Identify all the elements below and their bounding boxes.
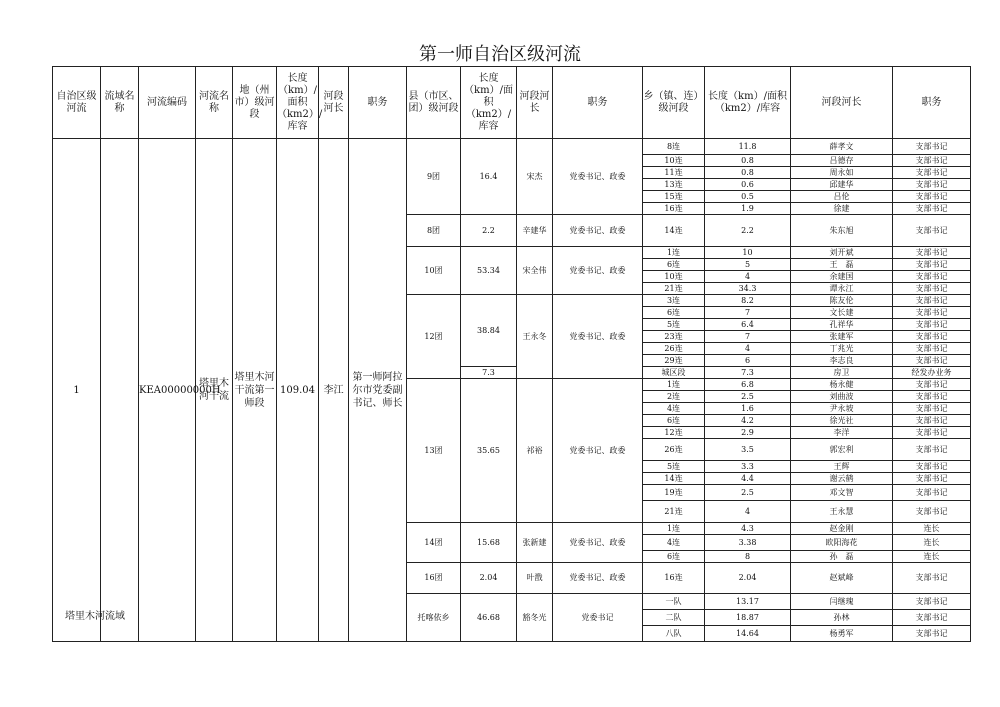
town-length: 8.2: [705, 295, 791, 307]
town-name: 8连: [643, 139, 705, 155]
county-length: 16.4: [461, 139, 517, 215]
town-length: 4: [705, 271, 791, 283]
town-role: 连长: [893, 551, 971, 563]
town-length: 4.4: [705, 473, 791, 485]
town-length: 4.3: [705, 523, 791, 535]
town-name: 1连: [643, 379, 705, 391]
town-chief: 杨勇军: [791, 626, 893, 642]
town-name: 13连: [643, 179, 705, 191]
town-role: 支部书记: [893, 319, 971, 331]
town-chief: 房卫: [791, 367, 893, 379]
town-chief: 薛孝文: [791, 139, 893, 155]
town-chief: 孔祥华: [791, 319, 893, 331]
town-length: 2.9: [705, 427, 791, 439]
header-cell: 长度（km）/面积（km2）/库容: [277, 67, 319, 139]
town-length: 2.2: [705, 215, 791, 247]
town-role: 支部书记: [893, 331, 971, 343]
town-length: 0.5: [705, 191, 791, 203]
town-role: 经发办业务: [893, 367, 971, 379]
town-name: 2连: [643, 391, 705, 403]
county-role: 党委书记、政委: [553, 295, 643, 379]
town-chief: 徐光社: [791, 415, 893, 427]
county-chief: 宋杰: [517, 139, 553, 215]
town-chief: 郭宏利: [791, 439, 893, 461]
town-name: 一队: [643, 594, 705, 610]
town-length: 13.17: [705, 594, 791, 610]
header-cell: 职务: [893, 67, 971, 139]
town-chief: 刘开斌: [791, 247, 893, 259]
town-chief: 余建国: [791, 271, 893, 283]
town-role: 支部书记: [893, 439, 971, 461]
town-chief: 杨永健: [791, 379, 893, 391]
town-length: 34.3: [705, 283, 791, 295]
town-chief: 李洋: [791, 427, 893, 439]
header-cell: 长度（km）/面积（km2）/库容: [705, 67, 791, 139]
town-name: 5连: [643, 461, 705, 473]
county-role: 党委书记: [553, 594, 643, 642]
town-length: 7: [705, 331, 791, 343]
town-role: 支部书记: [893, 594, 971, 610]
town-name: 23连: [643, 331, 705, 343]
town-role: 支部书记: [893, 155, 971, 167]
county-chief: 宋全伟: [517, 247, 553, 295]
header-cell: 河段河长: [319, 67, 349, 139]
town-length: 4.2: [705, 415, 791, 427]
basin-cell: [101, 139, 139, 642]
town-role: 支部书记: [893, 139, 971, 155]
town-chief: 张建军: [791, 331, 893, 343]
town-chief: 赵斌峰: [791, 563, 893, 594]
header-cell: 河流编码: [139, 67, 196, 139]
header-cell: 县（市区、团）级河段: [407, 67, 461, 139]
town-chief: 尹永坡: [791, 403, 893, 415]
town-role: 连长: [893, 535, 971, 551]
town-name: 12连: [643, 427, 705, 439]
town-name: 二队: [643, 610, 705, 626]
county-role: 党委书记、政委: [553, 215, 643, 247]
county-length: 2.2: [461, 215, 517, 247]
header-cell: 河段河长: [517, 67, 553, 139]
town-length: 6.4: [705, 319, 791, 331]
town-role: 支部书记: [893, 427, 971, 439]
page-title: 第一师自治区级河流: [419, 44, 581, 65]
town-length: 4: [705, 501, 791, 523]
town-name: 21连: [643, 283, 705, 295]
county-length: 15.68: [461, 523, 517, 563]
prefecture-segment: 塔里木河干流第一师段: [233, 139, 277, 642]
town-chief: 王 磊: [791, 259, 893, 271]
river-chief-role: 第一师阿拉尔市党委副书记、师长: [349, 139, 407, 642]
town-length: 2.04: [705, 563, 791, 594]
town-chief: 赵金刚: [791, 523, 893, 535]
town-name: 15连: [643, 191, 705, 203]
town-length: 8: [705, 551, 791, 563]
town-name: 城区段: [643, 367, 705, 379]
town-length: 7.3: [705, 367, 791, 379]
town-chief: 孙 磊: [791, 551, 893, 563]
town-role: 支部书记: [893, 283, 971, 295]
header-cell: 职务: [553, 67, 643, 139]
town-role: 支部书记: [893, 215, 971, 247]
header-cell: 流域名称: [101, 67, 139, 139]
town-role: 支部书记: [893, 391, 971, 403]
town-name: 4连: [643, 535, 705, 551]
town-length: 5: [705, 259, 791, 271]
town-chief: 李志良: [791, 355, 893, 367]
header-cell: 职务: [349, 67, 407, 139]
town-role: 支部书记: [893, 247, 971, 259]
header-row: [53, 67, 971, 139]
header-cell: 地（州市）级河段: [233, 67, 277, 139]
town-role: 支部书记: [893, 203, 971, 215]
town-chief: 吕伦: [791, 191, 893, 203]
town-name: 21连: [643, 501, 705, 523]
town-name: 14连: [643, 473, 705, 485]
county-name: 10团: [407, 247, 461, 295]
town-role: 支部书记: [893, 473, 971, 485]
town-length: 3.3: [705, 461, 791, 473]
town-role: 支部书记: [893, 191, 971, 203]
town-role: 支部书记: [893, 415, 971, 427]
county-length: 53.34: [461, 247, 517, 295]
town-length: 14.64: [705, 626, 791, 642]
header-cell: 乡（镇、连）级河段: [643, 67, 705, 139]
county-chief: 辛建华: [517, 215, 553, 247]
town-length: 0.8: [705, 167, 791, 179]
town-length: 0.8: [705, 155, 791, 167]
town-name: 八队: [643, 626, 705, 642]
town-role: 支部书记: [893, 307, 971, 319]
county-length-urban: 7.3: [461, 367, 517, 379]
town-name: 11连: [643, 167, 705, 179]
county-length: 35.65: [461, 379, 517, 523]
county-length: 46.68: [461, 594, 517, 642]
town-role: 支部书记: [893, 179, 971, 191]
town-role: 支部书记: [893, 563, 971, 594]
town-chief: 谭永江: [791, 283, 893, 295]
town-chief: 吕德存: [791, 155, 893, 167]
town-role: 支部书记: [893, 626, 971, 642]
town-length: 1.6: [705, 403, 791, 415]
town-name: 19连: [643, 485, 705, 501]
town-length: 7: [705, 307, 791, 319]
town-chief: 朱东旭: [791, 215, 893, 247]
town-role: 支部书记: [893, 501, 971, 523]
town-length: 4: [705, 343, 791, 355]
county-name: 13团: [407, 379, 461, 523]
county-chief: 叶戬: [517, 563, 553, 594]
county-role: 党委书记、政委: [553, 379, 643, 523]
town-chief: 王永慧: [791, 501, 893, 523]
town-length: 6.8: [705, 379, 791, 391]
town-name: 10连: [643, 271, 705, 283]
town-length: 10: [705, 247, 791, 259]
river-chief: 李江: [319, 139, 349, 642]
river-table: [52, 66, 971, 642]
county-chief: 祁裕: [517, 379, 553, 523]
town-name: 26连: [643, 343, 705, 355]
town-length: 3.5: [705, 439, 791, 461]
town-name: 16连: [643, 563, 705, 594]
town-role: 支部书记: [893, 461, 971, 473]
town-chief: 文长建: [791, 307, 893, 319]
town-chief: 邱建华: [791, 179, 893, 191]
town-chief: 王辉: [791, 461, 893, 473]
town-chief: 孙林: [791, 610, 893, 626]
town-name: 10连: [643, 155, 705, 167]
town-length: 2.5: [705, 391, 791, 403]
county-role: 党委书记、政委: [553, 247, 643, 295]
town-length: 2.5: [705, 485, 791, 501]
town-chief: 闫继瑰: [791, 594, 893, 610]
town-name: 1连: [643, 247, 705, 259]
town-name: 16连: [643, 203, 705, 215]
town-length: 11.8: [705, 139, 791, 155]
header-cell: 河段河长: [791, 67, 893, 139]
town-role: 支部书记: [893, 167, 971, 179]
header-cell: 长度（km）/面积（km2）/库容: [461, 67, 517, 139]
town-name: 6连: [643, 551, 705, 563]
county-length: 2.04: [461, 563, 517, 594]
town-chief: 刘曲波: [791, 391, 893, 403]
header-cell: 自治区级河流: [53, 67, 101, 139]
town-name: 1连: [643, 523, 705, 535]
town-name: 3连: [643, 295, 705, 307]
county-role: 党委书记、政委: [553, 523, 643, 563]
town-role: 支部书记: [893, 343, 971, 355]
town-chief: 徐建: [791, 203, 893, 215]
town-chief: 周永如: [791, 167, 893, 179]
county-name: 14团: [407, 523, 461, 563]
river-code: KEA00000000H: [139, 139, 196, 642]
county-chief: 王永冬: [517, 295, 553, 379]
town-length: 6: [705, 355, 791, 367]
county-name: 托喀依乡: [407, 594, 461, 642]
town-role: 支部书记: [893, 355, 971, 367]
county-chief: 豁冬光: [517, 594, 553, 642]
town-chief: 陈友伦: [791, 295, 893, 307]
town-name: 14连: [643, 215, 705, 247]
town-length: 0.6: [705, 179, 791, 191]
county-name: 9团: [407, 139, 461, 215]
county-name: 16团: [407, 563, 461, 594]
town-chief: 邓文智: [791, 485, 893, 501]
county-name: 12团: [407, 295, 461, 379]
county-chief: 张新建: [517, 523, 553, 563]
town-name: 5连: [643, 319, 705, 331]
town-length: 18.87: [705, 610, 791, 626]
county-role: 党委书记、政委: [553, 563, 643, 594]
town-name: 4连: [643, 403, 705, 415]
basin-name: 塔里木河流域: [65, 611, 125, 622]
town-name: 26连: [643, 439, 705, 461]
town-role: 支部书记: [893, 259, 971, 271]
town-role: 支部书记: [893, 403, 971, 415]
header-cell: 河流名称: [196, 67, 233, 139]
town-chief: 丁兆光: [791, 343, 893, 355]
town-role: 连长: [893, 523, 971, 535]
town-name: 29连: [643, 355, 705, 367]
town-role: 支部书记: [893, 485, 971, 501]
town-chief: 欧阳海花: [791, 535, 893, 551]
county-role: 党委书记、政委: [553, 139, 643, 215]
town-length: 1.9: [705, 203, 791, 215]
town-name: 6连: [643, 415, 705, 427]
county-length: 38.84: [461, 295, 517, 367]
town-role: 支部书记: [893, 295, 971, 307]
town-role: 支部书记: [893, 379, 971, 391]
river-length: 109.04: [277, 139, 319, 642]
town-name: 6连: [643, 259, 705, 271]
river-name: 塔里木河干流: [196, 139, 233, 642]
river-index: 1: [53, 139, 101, 642]
town-name: 6连: [643, 307, 705, 319]
town-length: 3.38: [705, 535, 791, 551]
town-role: 支部书记: [893, 271, 971, 283]
town-chief: 谢云鹤: [791, 473, 893, 485]
county-name: 8团: [407, 215, 461, 247]
town-role: 支部书记: [893, 610, 971, 626]
